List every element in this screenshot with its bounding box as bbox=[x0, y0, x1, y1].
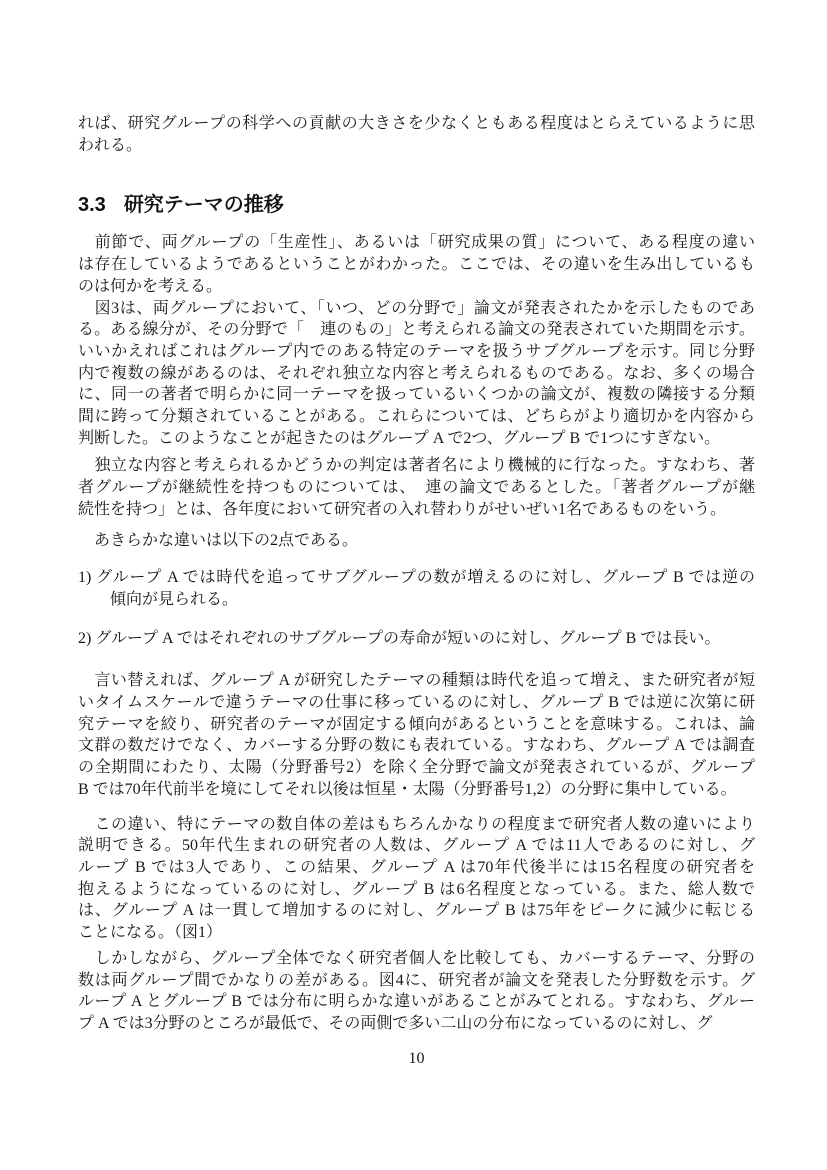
text-line: ループ A とグループ B では分布に明らかな違いがあることがみてとれる。すなわち、グルー bbox=[78, 993, 755, 1011]
text-line: 抱えるようになっているのに対し、グループ B は6名程度となっている。また、総人数で bbox=[78, 880, 755, 898]
text-line: しかしながら、グループ全体でなく研究者個人を比較しても、カバーするテーマ、分野の bbox=[78, 949, 755, 967]
section-heading bbox=[78, 191, 755, 219]
text-line: 者グループが継続性を持つものについては、 連の論文であるとした。「著者グループが継 bbox=[78, 479, 755, 497]
text-line: プ A では3分野のところが最低で、その両側で多い二山の分布になっているのに対し、グ bbox=[78, 1014, 713, 1032]
page-body bbox=[78, 113, 755, 1035]
text-line: 間に跨って分類されていることがある。これらについては、どちらがより適切かを内容から bbox=[78, 408, 755, 426]
text-line: 文群の数だけでなく、カバーする分野の数にも表れている。すなわち、グループ A では調査 bbox=[78, 737, 755, 755]
paragraph bbox=[78, 814, 755, 944]
text-line: いいかえればこれはグループ内でのある特定のテーマを扱うサブグループを示す。同じ分野 bbox=[78, 342, 755, 360]
text-line: 続性を持つ」とは、各年度において研究者の入れ替わりがせいぜい1名であるものをいう。 bbox=[78, 500, 727, 518]
list-item-1 bbox=[78, 567, 755, 610]
paragraph bbox=[78, 455, 755, 520]
text-line: 内で複数の線があるのは、それぞれ独立な内容と考えられるものである。なお、多くの場合 bbox=[78, 364, 755, 382]
text-line: 数は両グループ間でかなりの差がある。図4に、研究者が論文を発表した分野数を示す。グ bbox=[78, 971, 755, 989]
text-line: ことになる。（図1） bbox=[78, 924, 223, 942]
paragraph bbox=[78, 298, 755, 450]
page-number: 10 bbox=[408, 1050, 425, 1067]
text-line: 傾向が見られる。 bbox=[78, 590, 239, 608]
text-line: 言い替えれば、グループ A が研究したテーマの種類は時代を追って増え、また研究者が短 bbox=[78, 672, 755, 690]
text-line: 判断した。このようなことが起きたのはグループ A で2つ、グループ B で1つにすぎない。 bbox=[78, 429, 721, 447]
text-line: あきらかな違いは以下の2点である。 bbox=[78, 531, 359, 549]
paragraph bbox=[78, 232, 755, 297]
text-line: 1) グループ A では時代を追ってサブグループの数が増えるのに対し、グループ B では逆の bbox=[78, 569, 755, 587]
text-line: の全期間にわたり、太陽（分野番号2）を除く全分野で論文が発表されているが、グループ bbox=[78, 759, 755, 777]
paragraph-continuation bbox=[78, 113, 755, 156]
text-line: は存在しているようであるということがわかった。ここでは、その違いを生み出しているも bbox=[78, 256, 755, 274]
text-line: のは何かを考える。 bbox=[78, 277, 223, 295]
text-line: この違い、特にテーマの数自体の差はもちろんかなりの程度まで研究者人数の違いにより bbox=[78, 815, 755, 833]
text-line: る。ある線分が、その分野で「 連のもの」と考えられる論文の発表されていた期間を示す。 bbox=[78, 321, 755, 339]
text-line: に、同一の著者で明らかに同一テーマを扱っているいくつかの論文が、複数の隣接する分類 bbox=[78, 386, 755, 404]
list-item-2 bbox=[78, 628, 755, 650]
section-number: 3.3 bbox=[78, 194, 106, 217]
text-line: 説明できる。50年代生まれの研究者の人数は、グループ A では11人であるのに対し、グ bbox=[78, 837, 755, 855]
paragraph bbox=[78, 948, 755, 1035]
text-line: 前節で、両グループの「生産性」、あるいは「研究成果の質」について、ある程度の違い bbox=[78, 234, 755, 252]
text-line: 2) グループ A ではそれぞれのサブグループの寿命が短いのに対し、グループ B では長い。 bbox=[78, 629, 721, 647]
text-line: B では70年代前半を境にしてそれ以後は恒星・太陽（分野番号1,2）の分野に集中している。 bbox=[78, 780, 737, 798]
paragraph bbox=[78, 530, 755, 552]
text-line: 究テーマを絞り、研究者のテーマが固定する傾向があるということを意味する。これは、論 bbox=[78, 715, 755, 733]
text-line: いタイムスケールで違うテーマの仕事に移っているのに対し、グループ B では逆に次第に研 bbox=[78, 694, 755, 712]
section-title: 研究テーマの推移 bbox=[123, 194, 284, 217]
text-line: 独立な内容と考えられるかどうかの判定は著者名により機械的に行なった。すなわち、著 bbox=[78, 457, 755, 475]
text-line: われる。 bbox=[78, 136, 143, 154]
text-line: れば、研究グループの科学への貢献の大きさを少なくともある程度はとらえているように思 bbox=[78, 115, 755, 132]
text-line: ループ B では3人であり、この結果、グループ A は70年代後半には15名程度の研究者を bbox=[78, 858, 755, 876]
text-line: 図3は、両グループにおいて、「いつ、どの分野で」論文が発表されたかを示したものであ bbox=[78, 299, 755, 317]
paragraph bbox=[78, 670, 755, 800]
text-line: は、グループ A は一貫して増加するのに対し、グループ B は75年をピークに減少に転じる bbox=[78, 902, 755, 920]
